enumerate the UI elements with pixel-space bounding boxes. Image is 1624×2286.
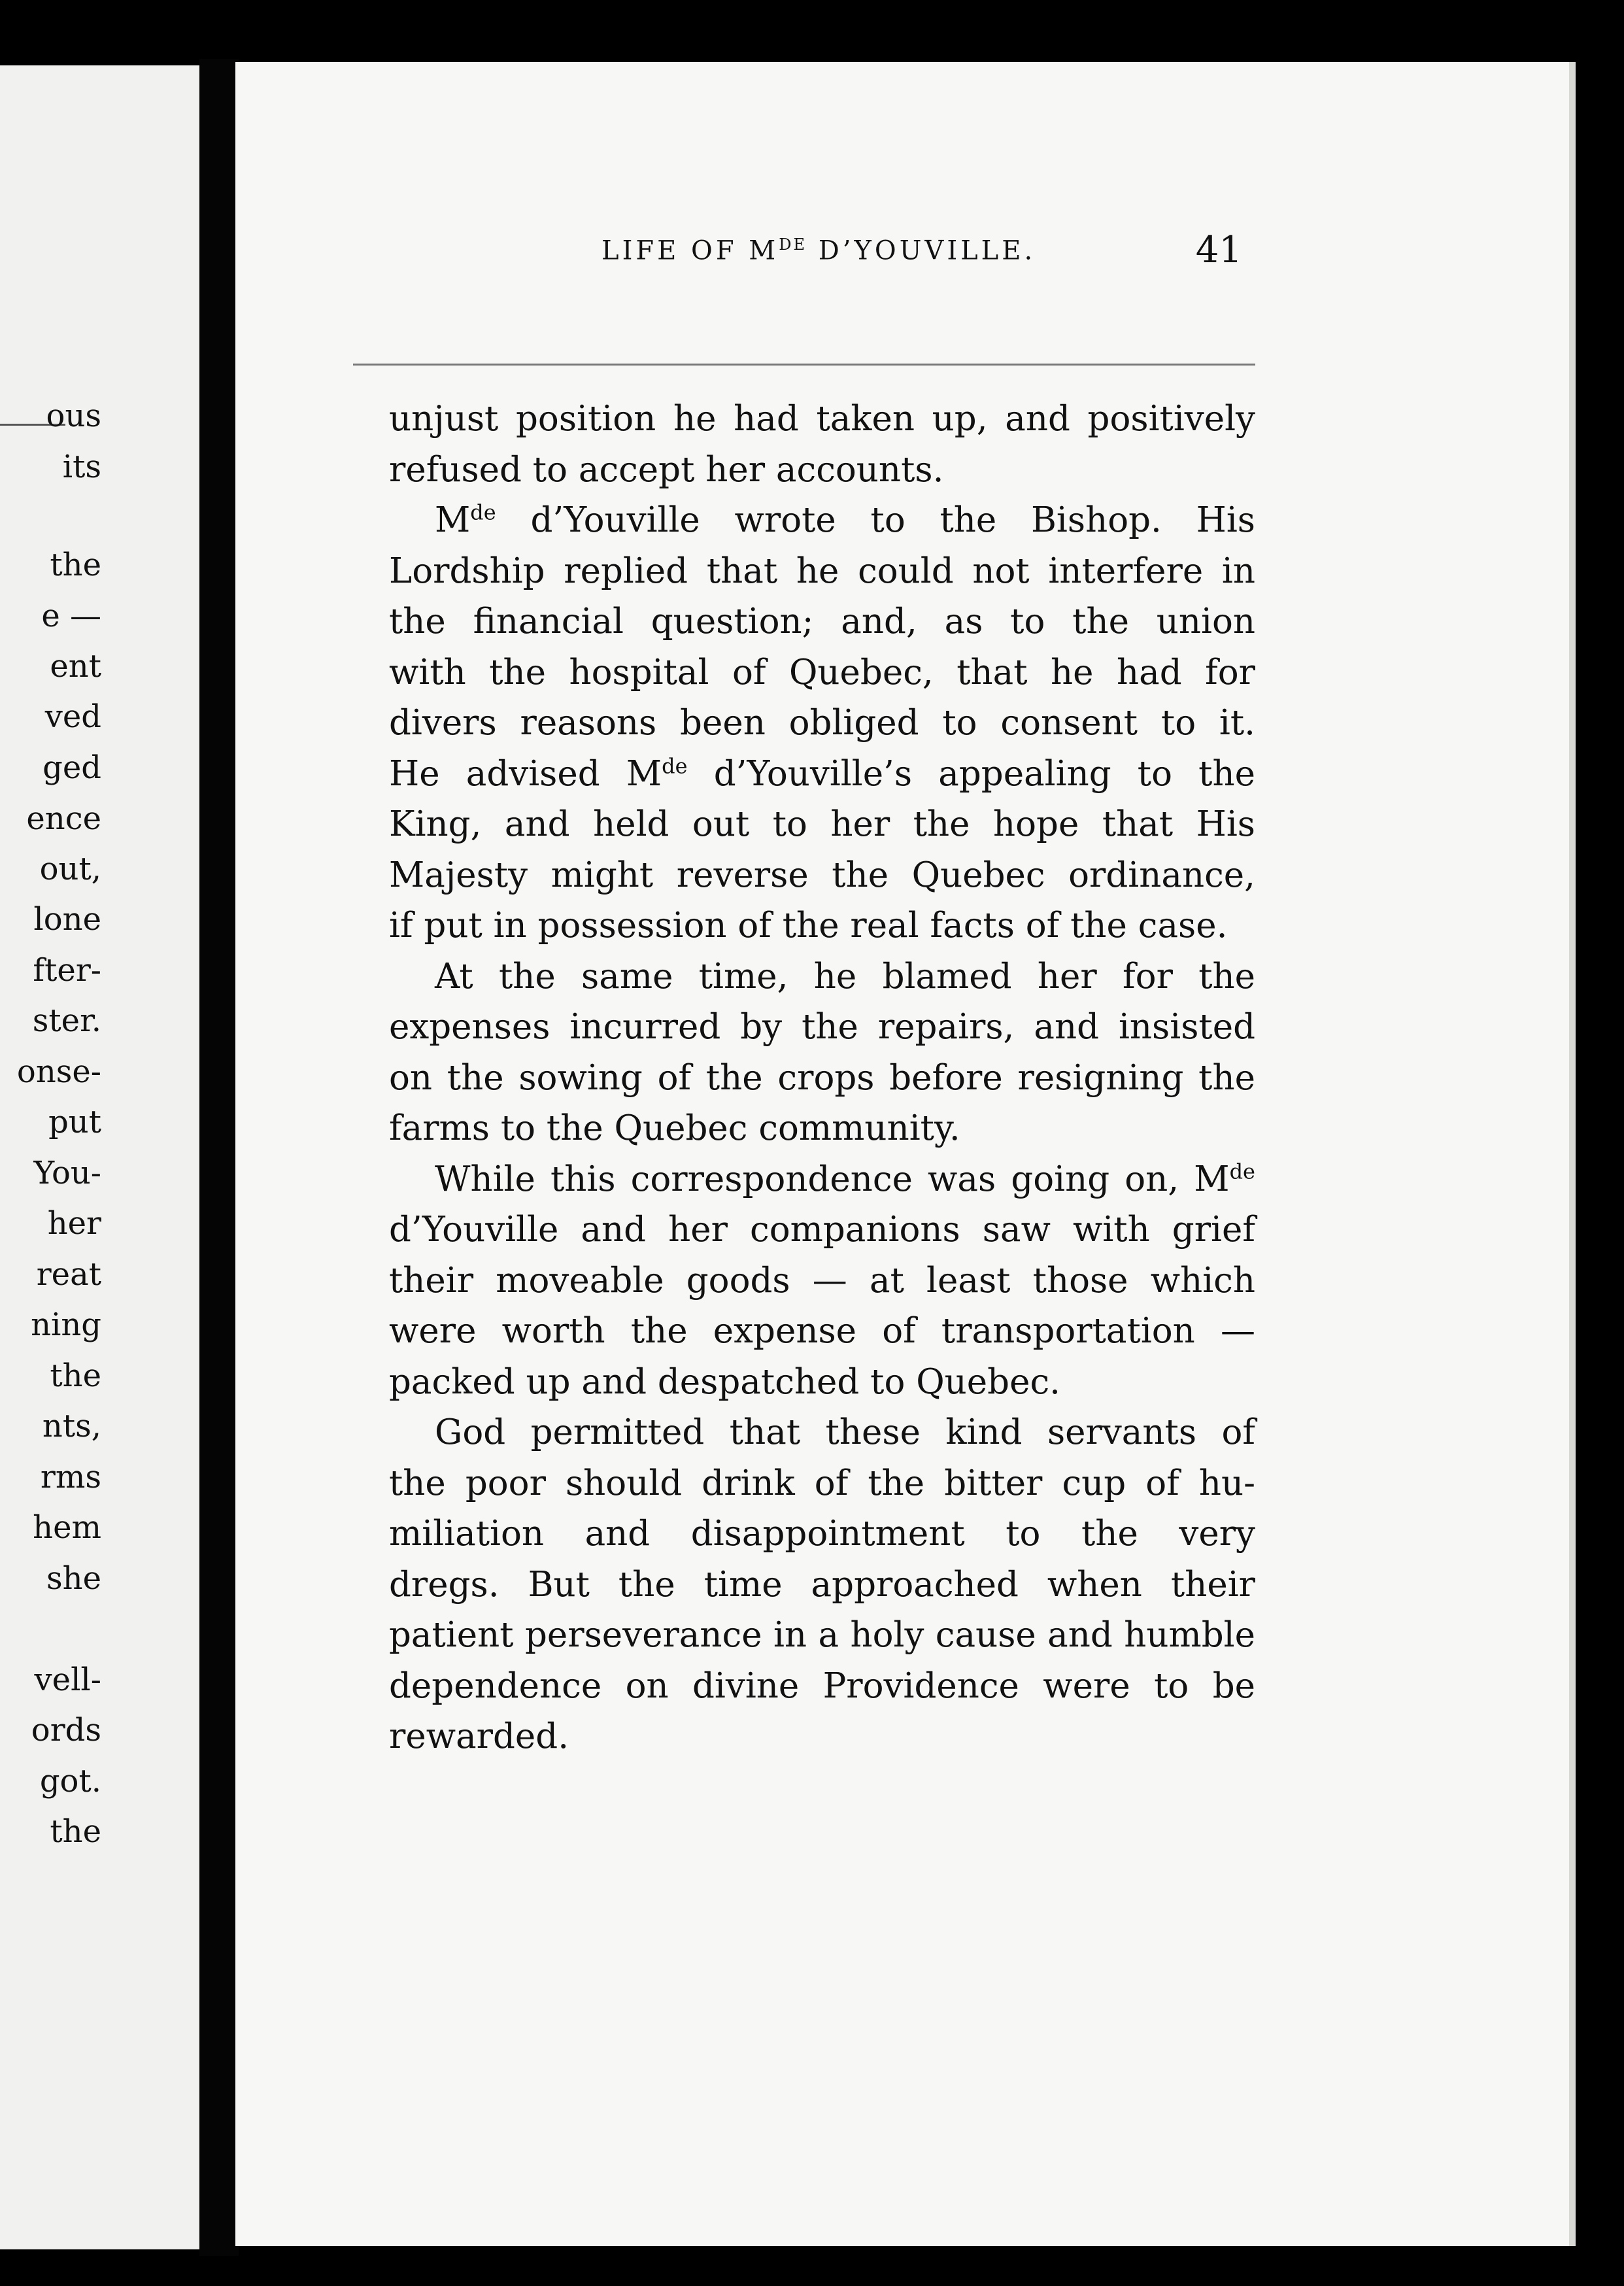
header-rule — [353, 364, 1255, 366]
text-line: While this correspondence was going on, Mde — [435, 1158, 1255, 1199]
page-edge — [1569, 62, 1576, 2246]
text-line: refused to accept her accounts. — [389, 449, 944, 490]
left-page-fragment: the — [50, 1813, 101, 1850]
left-page-fragment: out, — [39, 851, 101, 887]
text-line: farms to the Quebec community. — [389, 1108, 960, 1148]
left-page-fragment: the — [50, 1357, 101, 1394]
left-page-fragment: ged — [42, 749, 101, 786]
text-line: were worth the expense of transportation — — [389, 1311, 1255, 1351]
text-line: if put in possession of the real facts of the case. — [389, 906, 1228, 946]
text-line: d’Youville and her companions saw with grief — [389, 1210, 1255, 1250]
left-page-fragment: vell- — [34, 1662, 101, 1698]
text-line: on the sowing of the crops before resigning the — [389, 1057, 1255, 1098]
text-line: Mde d’Youville wrote to the Bishop. His — [435, 500, 1255, 540]
body-text — [389, 394, 1255, 1762]
left-page-fragment: fter- — [33, 952, 101, 989]
left-page-fragment: rms — [40, 1459, 101, 1495]
left-page-fragment: ence — [26, 800, 101, 837]
left-page-fragment: got. — [39, 1763, 101, 1800]
text-line: the financial question; and, as to the union — [389, 602, 1255, 641]
book-gutter — [199, 59, 239, 2256]
left-page-fragment: ous — [46, 398, 101, 434]
text-line: rewarded. — [389, 1716, 569, 1756]
text-line: with the hospital of Quebec, that he had for — [389, 652, 1255, 692]
left-page-fragment: e — — [41, 598, 101, 634]
left-page-fragment: the — [50, 547, 101, 583]
left-page-fragment: ent — [50, 648, 101, 685]
left-page-fragment: ster. — [32, 1002, 101, 1039]
text-line: He advised Mde d’Youville’s appealing to the — [389, 753, 1255, 794]
running-head: LIFE OF MDE D’YOUVILLE. — [601, 235, 1036, 266]
text-line: miliation and disappointment to the very — [389, 1514, 1255, 1554]
left-page-fragment: onse- — [16, 1053, 101, 1090]
text-line: God permitted that these kind servants of — [435, 1412, 1255, 1452]
text-line: divers reasons been obliged to consent to it. — [389, 703, 1255, 743]
text-line: At the same time, he blamed her for the — [435, 956, 1255, 997]
text-line: King, and held out to her the hope that His — [389, 804, 1255, 844]
text-line: expenses incurred by the repairs, and insisted — [389, 1007, 1255, 1047]
text-line: their moveable goods — at least those which — [389, 1260, 1255, 1301]
left-page-fragment: lone — [33, 901, 101, 938]
left-page-fragment: ords — [31, 1712, 101, 1749]
left-page-fragment: hem — [33, 1509, 101, 1546]
left-page-fragment: put — [48, 1104, 101, 1140]
text-line: packed up and despatched to Quebec. — [389, 1361, 1060, 1402]
page-number: 41 — [1195, 229, 1242, 271]
left-page-fragment: You- — [33, 1155, 101, 1191]
left-page-fragment: her — [47, 1205, 101, 1242]
text-line: Lordship replied that he could not interfere in — [389, 551, 1255, 591]
left-facing-page — [0, 65, 199, 2249]
left-page-fragment: its — [62, 449, 101, 485]
left-page-fragment: ning — [31, 1306, 101, 1343]
text-line: the poor should drink of the bitter cup of hu- — [389, 1463, 1255, 1503]
text-line: unjust position he had taken up, and positively — [389, 399, 1255, 439]
text-line: dregs. But the time approached when their — [389, 1564, 1255, 1605]
text-line: Majesty might reverse the Quebec ordinance, — [389, 855, 1255, 895]
left-page-fragment: ved — [44, 698, 101, 735]
left-page-fragment: she — [46, 1560, 101, 1597]
left-page-fragment: reat — [36, 1256, 101, 1293]
text-line: patient perseverance in a holy cause and humble — [389, 1615, 1255, 1655]
text-line: dependence on divine Providence were to be — [389, 1665, 1255, 1706]
page-header — [366, 229, 1275, 281]
left-page-fragment: nts, — [42, 1408, 101, 1444]
